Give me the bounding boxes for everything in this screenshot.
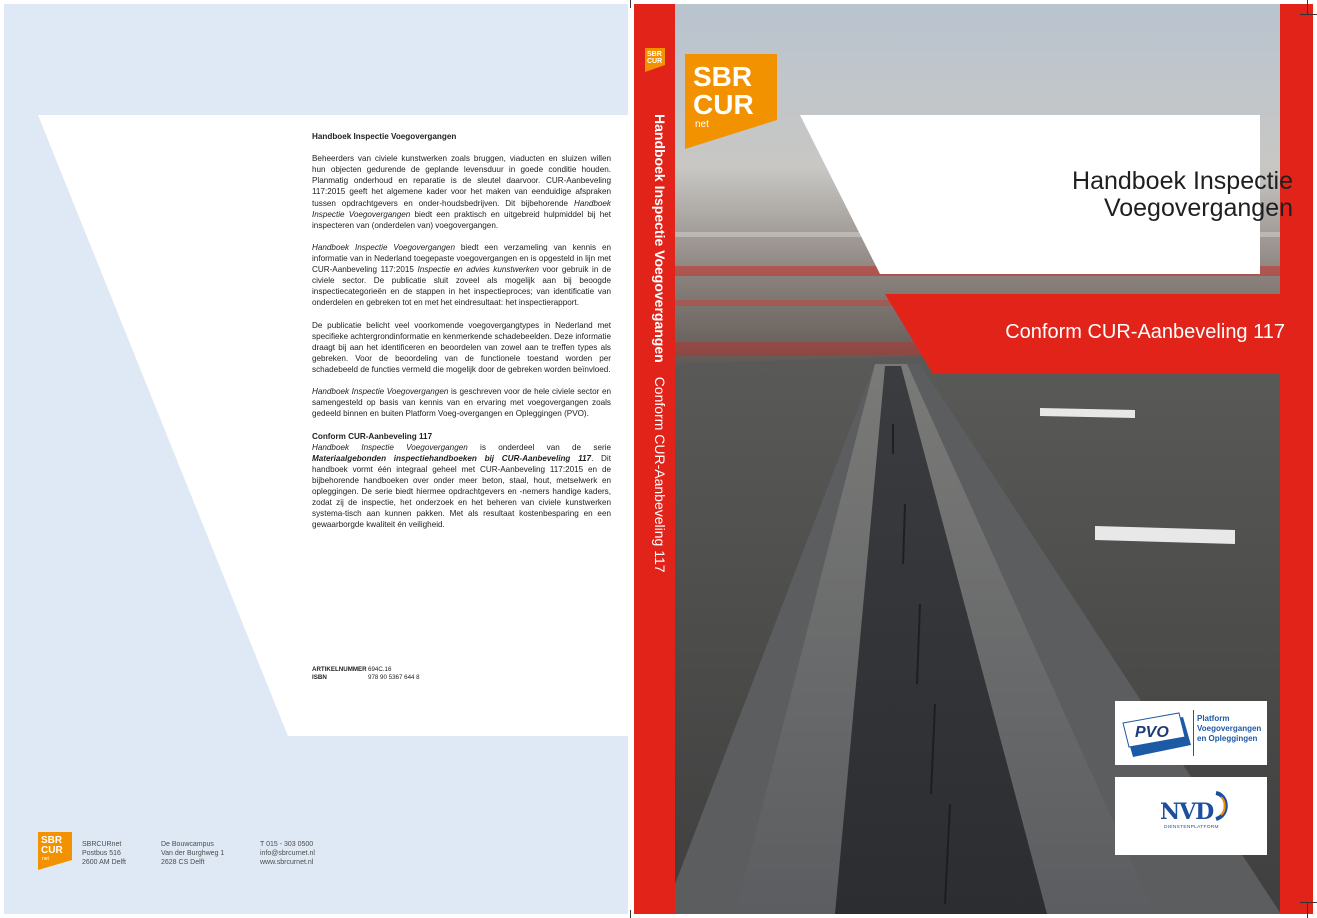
cover-title-line-2: Voegovergangen (1103, 194, 1293, 222)
spine-text (649, 114, 671, 573)
pvo-mark (1121, 709, 1195, 759)
trim-mark (1300, 14, 1317, 15)
paragraph-4: Handboek Inspectie Voegovergangen is geschreven voor de hele civiele sector en samengesteld op basis van kennis van en ervaring met voegovergangen zoals gedeeld binnen en buiten Platform Voeg-overgangen en Opleggingen (PVO). (312, 387, 611, 419)
paragraph-5: Handboek Inspectie Voegovergangen is onderdeel van de serie Materiaalgebonden inspectiehandboeken bij CUR-Aanbeveling 117. Dit handboek vormt één integraal geheel met CUR-Aanbeveling 117:2015 en de bijbehorende handboeken over onder meer beton, staal, hout, metselwerk en opleggingen. De serie biedt hiermee opdrachtgevers en -nemers handige kaders, zodat zij de inspectie, het onderzoek en het beheren van civiele kunstwerken systema-tisch aan kunnen pakken. Met als resultaat kostenbesparing en een gewaarborgde kwaliteit én veiligheid. (312, 442, 611, 530)
cover-title-line-1: Handboek Inspectie (1072, 167, 1293, 195)
svg-text:SBR: SBR (647, 51, 662, 58)
cover-subtitle: Conform CUR-Aanbeveling 117 (1005, 321, 1285, 343)
sbrcurnet-logo-small (38, 832, 72, 870)
paragraph-2: Handboek Inspectie Voegovergangen biedt een verzameling van kennis en informatie van in Nederland toegepaste voegovergangen en is opgesteld in lijn met CUR-Aanbeveling 117:2015 Inspectie en advies kunstwerken voor gebruik in de civiele sector. De publicatie sluit zoveel als mogelijk aan bij beoogde inspectiecategorieën en de stappen in het inspectieproces; van identificatie van onderdelen en gebreken tot en met het eindresultaat: het inspectierapport. (312, 242, 611, 308)
pvo-logo (1115, 701, 1267, 765)
trim-mark (630, 910, 631, 918)
spine (634, 4, 675, 914)
product-codes (312, 666, 420, 682)
svg-text:net: net (695, 119, 709, 130)
svg-text:SBR: SBR (41, 835, 63, 846)
nvd-mark: NVD (1160, 799, 1214, 825)
back-cover (4, 4, 628, 914)
paragraph-1: Beheerders van civiele kunstwerken zoals bruggen, viaducten en sluizen willen hun objecten gedurende de geplande levensduur in goede conditie houden. Planmatig onderhoud en reparatie is de sleutel daarvoor. CUR-Aanbeveling 117:2015 geeft het algemene kader voor het maken van eenduidige afspraken tussen opdrachtgevers en onder-houdsbedrijven. Dit bijbehorende Handboek Inspectie Voegovergangen biedt een praktisch en uitgebreid hulpmiddel bij het inspecteren van (onderdelen van) voegovergangen. (312, 154, 611, 230)
svg-text:SBR: SBR (693, 61, 753, 92)
back-title: Handboek Inspectie Voegovergangen (312, 132, 457, 141)
cover-title (1072, 168, 1293, 222)
svg-text:CUR: CUR (41, 845, 63, 856)
sbrcurnet-logo (685, 54, 777, 149)
trim-mark (1307, 0, 1308, 14)
article-label: ARTIKELNUMMER (312, 666, 367, 673)
spine-logo (645, 48, 671, 72)
svg-text:CUR: CUR (693, 89, 754, 120)
spine-subtitle: Conform CUR-Aanbeveling 117 (652, 376, 668, 573)
address-col-1: SBRCURnet Postbus 516 2600 AM Delft (82, 841, 126, 866)
nvd-logo (1115, 777, 1267, 855)
trim-mark (1307, 902, 1308, 918)
address-col-3: T 015 - 303 0500 info@sbrcurnet.nl www.sbrcurnet.nl (260, 841, 315, 866)
article-value: 694C.16 (368, 666, 392, 673)
back-cover-text (312, 131, 611, 541)
spine-title: Handboek Inspectie Voegovergangen (652, 114, 668, 363)
paragraph-3: De publicatie belicht veel voorkomende voegovergangtypes in Nederland met specifieke achtergrondinformatie en kenmerkende schadebeelden. Deze informatie draagt bij aan het identificeren en beoordelen van zowel aan te treffen types als gebreken. Voor de beoordeling van de functionele toestand worden per schadebeeld de functies vermeld die mogelijk door de gebreken worden beïnvloed. (312, 320, 611, 374)
svg-text:PVO: PVO (1135, 724, 1169, 741)
trim-mark (1300, 902, 1317, 903)
svg-text:net: net (42, 856, 49, 862)
nvd-subtitle: DIENSTENPLATFORM (1164, 825, 1219, 830)
section-heading: Conform CUR-Aanbeveling 117 (312, 431, 433, 441)
svg-text:CUR: CUR (647, 58, 663, 65)
front-red-edge (1280, 4, 1313, 914)
isbn-value: 978 90 5367 644 8 (368, 674, 420, 682)
address-col-2: De Bouwcampus Van der Burghweg 1 2628 CS Delft (161, 841, 225, 866)
pvo-name: Platform Voegovergangen en Opleggingen (1197, 714, 1262, 743)
isbn-label: ISBN (312, 674, 327, 682)
front-cover (675, 4, 1313, 914)
trim-mark (630, 0, 631, 8)
nvd-swoosh-icon (1212, 791, 1230, 821)
